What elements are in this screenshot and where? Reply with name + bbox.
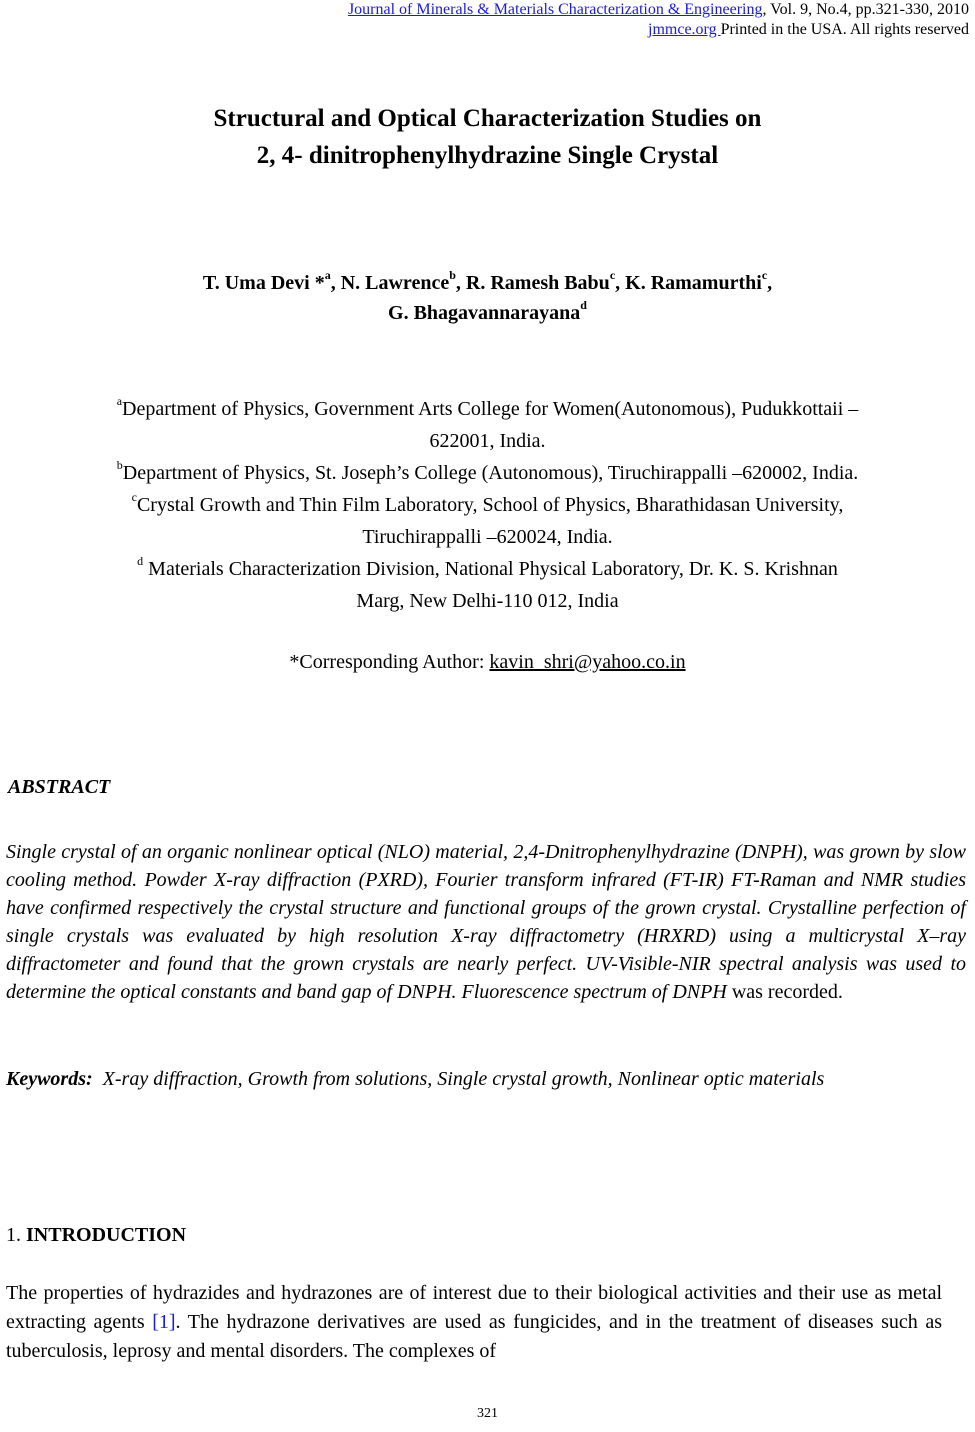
author-3: , R. Ramesh Babu (455, 272, 610, 294)
journal-volume: , Vol. 9, No.4, pp.321-330, 2010 (762, 1, 969, 18)
keywords-text: X-ray diffraction, Growth from solutions, Single crystal growth, Nonlinear optic materials (92, 1068, 825, 1090)
author-line-1 (0, 268, 975, 298)
page-number: 321 (477, 1406, 498, 1421)
author-2-affil: b (449, 268, 456, 283)
intro-text-2: . The hydrazone derivatives are used as fungicides, and in the treatment of diseases such as tuberculosis, leprosy and mental disorders. The complexes of (6, 1311, 942, 1362)
introduction-paragraph (6, 1279, 942, 1366)
affiliation-c-line-2: Tiruchirappalli –620024, India. (362, 526, 613, 548)
journal-citation-line (348, 0, 969, 20)
author-separator: , (767, 272, 773, 294)
author-3-affil: c (609, 268, 616, 283)
affiliation-b-text: Department of Physics, St. Joseph’s College (Autonomous), Tiruchirappalli –620002, India. (122, 462, 859, 484)
abstract-body (6, 838, 966, 1006)
affiliation-a-marker: a (116, 394, 123, 409)
abstract-heading: ABSTRACT (8, 776, 111, 798)
abstract-tail: was recorded. (726, 981, 843, 1003)
affiliation-d-line-2: Marg, New Delhi-110 012, India (356, 590, 619, 612)
affiliation-d-marker: d (137, 554, 144, 569)
affiliation-a-line-2: 622001, India. (429, 430, 546, 452)
title-line-2: 2, 4- dinitrophenylhydrazine Single Crystal (256, 142, 719, 169)
journal-link[interactable]: Journal of Minerals & Materials Characterization & Engineering (347, 1, 763, 18)
affiliation-a-line-1 (0, 393, 975, 425)
corresponding-email-link[interactable]: kavin_shri@yahoo.co.in (489, 651, 686, 673)
author-5: G. Bhagavannarayana (388, 302, 581, 324)
section-title: INTRODUCTION (26, 1224, 187, 1246)
affiliation-c-marker: c (131, 490, 137, 505)
affiliation-a-text: Department of Physics, Government Arts College for Women(Autonomous), Pudukkottaii – (122, 398, 859, 420)
affiliation-b-line-1 (0, 457, 975, 489)
citation-link[interactable]: [1] (152, 1311, 176, 1333)
section-number: 1. (6, 1224, 26, 1246)
title-line-1: Structural and Optical Characterization Studies on (213, 105, 762, 132)
author-1-affil: a (324, 268, 331, 283)
author-line-2 (0, 298, 975, 328)
intro-text-1: The properties of hydrazides and hydrazones are of interest due to their biological activities and their use as metal extracting agents (6, 1282, 942, 1333)
author-2: , N. Lawrence (330, 272, 450, 294)
keywords (6, 1064, 966, 1094)
affiliation-c-text: Crystal Growth and Thin Film Laboratory, School of Physics, Bharathidasan University, (136, 494, 844, 516)
corresponding-author (0, 647, 975, 677)
rights-text: Printed in the USA. All rights reserved (720, 21, 969, 38)
author-4-affil: c (761, 268, 768, 283)
introduction-heading (6, 1220, 186, 1250)
author-5-affil: d (580, 298, 587, 313)
author-list (0, 268, 975, 328)
affiliation-d-line-1 (0, 553, 975, 585)
author-1: T. Uma Devi * (202, 272, 325, 294)
affiliation-b-marker: b (116, 458, 123, 473)
affiliation-c-line-1 (0, 489, 975, 521)
paper-title (0, 100, 975, 174)
publisher-line (348, 20, 969, 40)
keywords-label: Keywords: (6, 1068, 93, 1090)
journal-header (348, 0, 969, 40)
site-link[interactable]: jmmce.org (648, 21, 721, 38)
corresponding-label: *Corresponding Author: (289, 651, 490, 673)
affiliation-d-text: Materials Characterization Division, National Physical Laboratory, Dr. K. S. Krishnan (143, 558, 838, 580)
abstract-text: Single crystal of an organic nonlinear optical (NLO) material, 2,4-Dnitrophenylhydrazine (DNPH), was grown by slow cooling method. Powder X-ray diffraction (PXRD), Fourier transform infrared (FT-IR) FT-Raman and NMR studies have confirmed respectively the crystal structure and functional groups of the grown crystal. Crystalline perfection of single crystals was evaluated by high resolution X-ray diffractometry (HRXRD) using a multicrystal X–ray diffractometer and found that the grown crystals are nearly perfect. UV-Visible-NIR spectral analysis was used to determine the optical constants and band gap of DNPH. Fluorescence spectrum of DNPH (6, 841, 966, 1003)
author-4: , K. Ramamurthi (615, 272, 762, 294)
affiliations (0, 393, 975, 617)
